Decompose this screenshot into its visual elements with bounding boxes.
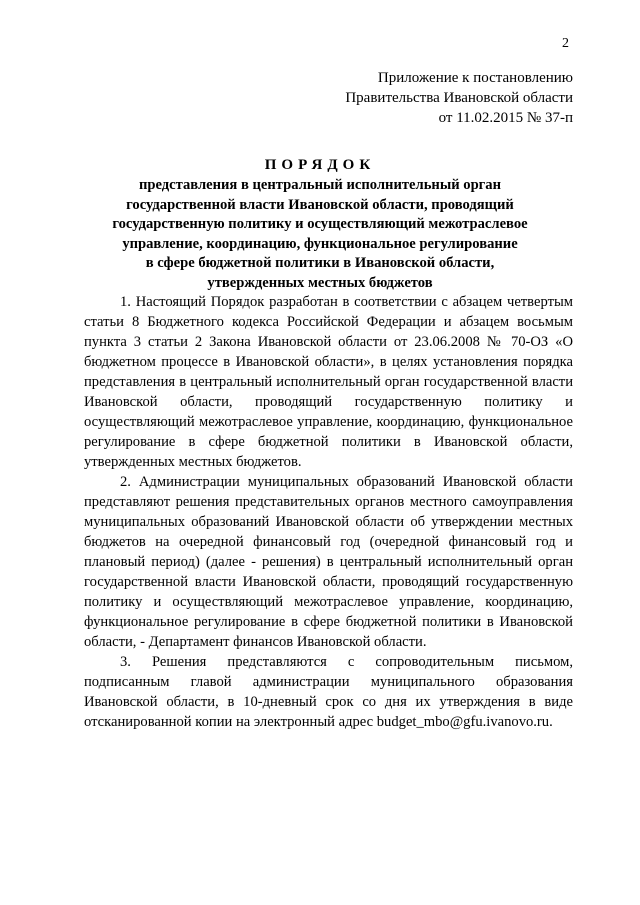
appendix-line: Приложение к постановлению: [377, 70, 573, 86]
document-body: [84, 292, 573, 732]
paragraph-1: 1. Настоящий Порядок разработан в соответствии с абзацем четвертым статьи 8 Бюджетного кодекса Российской Федерации и абзацем восьмым пункта 3 статьи 2 Закона Ивановской области от 23.06.2008 № 70-ОЗ «О бюджетном процессе в Ивановской области», в целях установления порядка представления в центральный исполнительный орган государственной власти Ивановской области, проводящий государственную политику и осуществляющий межотраслевое управление, координацию, функциональное регулирование в сфере бюджетной политики в Ивановской области, утвержденных местных бюджетов.: [84, 294, 573, 470]
page-number: 2: [562, 36, 569, 51]
subtitle-line: государственную политику и осуществляющий межотраслевое: [112, 216, 528, 232]
appendix-line: Правительства Ивановской области: [345, 90, 573, 106]
subtitle-line: утвержденных местных бюджетов: [207, 274, 433, 291]
document-subtitle: [70, 176, 570, 293]
paragraph-2: 2. Администрации муниципальных образований Ивановской области представляют решения представительных органов местного самоуправления муниципальных образований Ивановской области об утверждении местных бюджетов на очередной финансовый год (очередной финансовый год и плановый период) (далее - решения) в центральный исполнительный орган государственной власти Ивановской области, проводящий государственную политику и осуществляющий межотраслевое управление, координацию, функциональное регулирование в сфере бюджетной политики в Ивановской области, - Департамент финансов Ивановской области.: [84, 474, 573, 650]
document-title: ПОРЯДОК: [264, 157, 376, 173]
paragraph-3: 3. Решения представляются с сопроводительным письмом, подписанным главой администрации муниципального образования Ивановской области, в 10-дневный срок со дня их утверждения в виде отсканированной копии на электронный адрес budget_mbo@gfu.ivanovo.ru.: [84, 654, 573, 730]
subtitle-line: в сфере бюджетной политики в Ивановской области,: [145, 255, 495, 271]
appendix-line: от 11.02.2015 № 37-п: [438, 110, 573, 126]
subtitle-line: представления в центральный исполнительный орган: [138, 177, 502, 193]
appendix-header: [345, 68, 573, 128]
subtitle-line: управление, координацию, функциональное регулирование: [122, 235, 518, 252]
subtitle-line: государственной власти Ивановской области, проводящий: [126, 196, 514, 213]
